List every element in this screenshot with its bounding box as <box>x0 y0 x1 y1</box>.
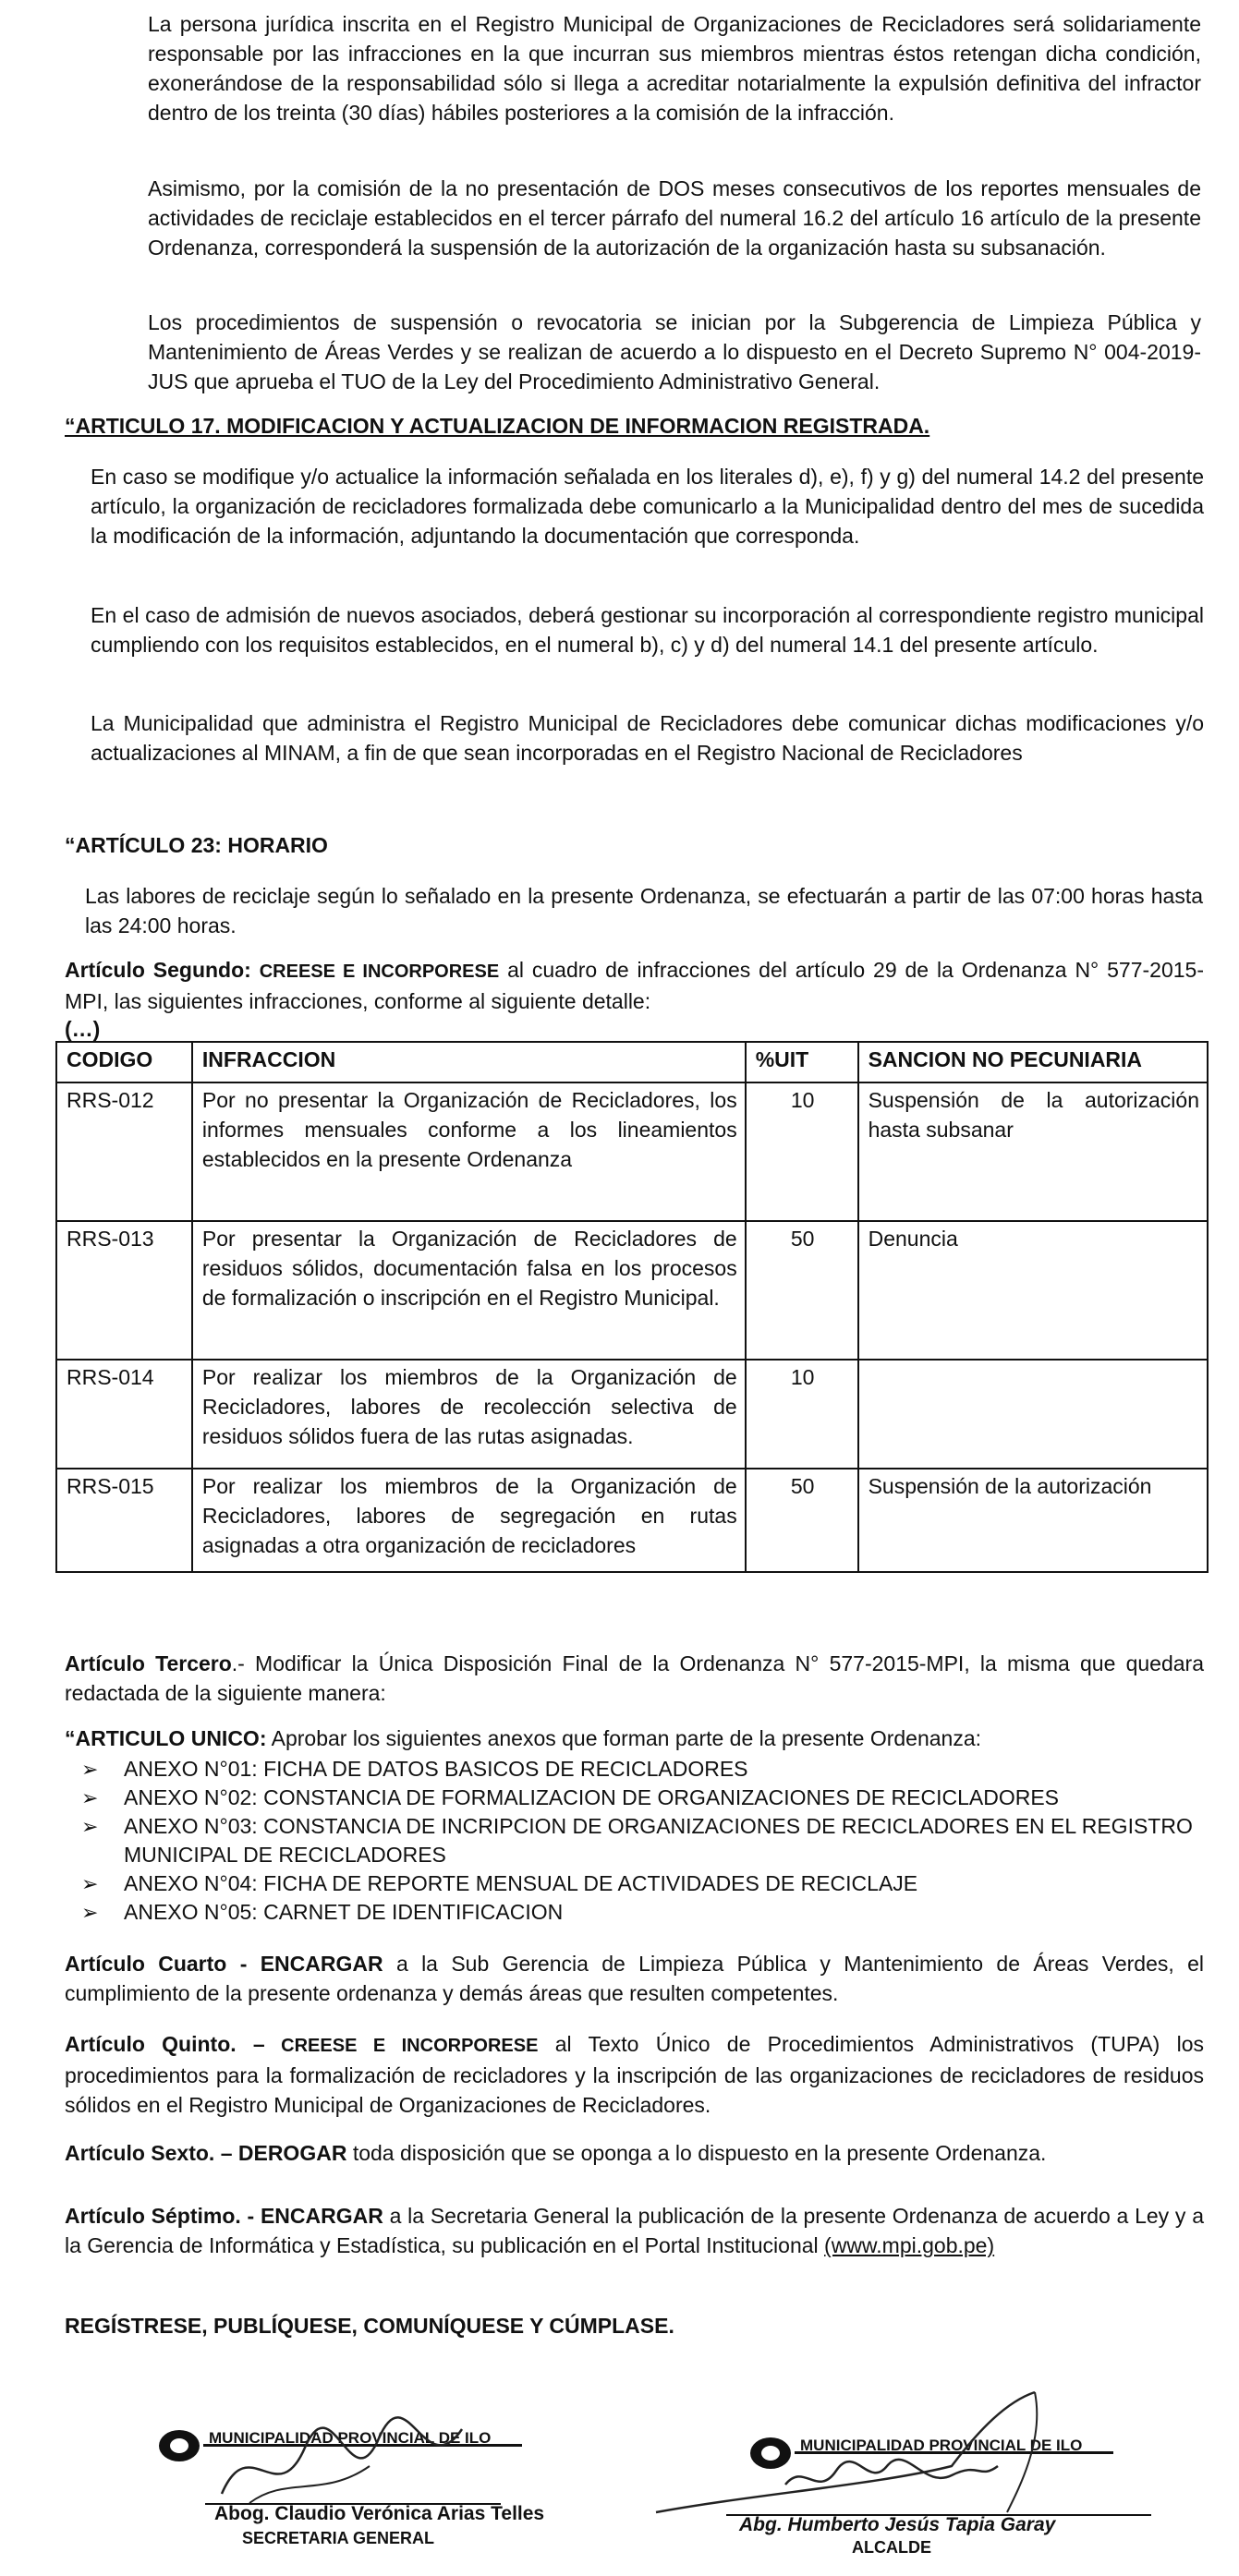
table-header-row <box>56 1042 1208 1082</box>
header-sancion: SANCION NO PECUNIARIA <box>858 1042 1208 1082</box>
signer-role-right: ALCALDE <box>852 2538 931 2557</box>
article-tercero-text: .- Modificar la Única Disposición Final de la Ordenanza N° 577-2015-MPI, la misma que quedara redactada de la siguiente manera: <box>65 1651 1204 1705</box>
article-quinto <box>65 2029 1204 2120</box>
list-item: ➢ ANEXO N°02: CONSTANCIA DE FORMALIZACION DE ORGANIZACIONES DE RECICLADORES <box>65 1784 1201 1812</box>
article-unico-text: Aprobar los siguientes anexos que forman parte de la presente Ordenanza: <box>266 1726 982 1750</box>
closing-formula: REGÍSTRESE, PUBLÍQUESE, COMUNÍQUESE Y CÚMPLASE. <box>65 2314 674 2338</box>
article-cuarto-label: Artículo Cuarto - ENCARGAR <box>65 1952 383 1976</box>
article-septimo <box>65 2201 1204 2260</box>
table-row <box>56 1082 1208 1221</box>
paragraph-suspension: Asimismo, por la comisión de la no presentación de DOS meses consecutivos de los reportes mensuales de actividades de reciclaje establecidos en el tercer párrafo del numeral 16.2 del artículo 16 artículo de la presente Ordenanza, corresponderá la suspensión de la autorización de la organización hasta su subsanación. <box>148 176 1201 260</box>
header-infraccion: INFRACCION <box>192 1042 746 1082</box>
cell-uit: 10 <box>746 1082 858 1221</box>
article-quinto-text: al Texto Único de Procedimientos Administrativos (TUPA) los procedimientos para la formalización de recicladores y la inscripción de las organizaciones de recicladores de residuos sólidos en el Registro Municipal de Organizaciones de Recicladores. <box>65 2032 1204 2117</box>
list-item: ➢ ANEXO N°05: CARNET DE IDENTIFICACION <box>65 1898 1201 1927</box>
cell-uit: 50 <box>746 1221 858 1360</box>
article-segundo-colon: : <box>244 958 251 982</box>
header-uit: %UIT <box>746 1042 858 1082</box>
cell-code: RRS-015 <box>56 1469 192 1572</box>
article-unico <box>65 1723 1204 1753</box>
signature-right <box>647 2374 1127 2531</box>
table-row <box>56 1469 1208 1572</box>
article-segundo-text: al cuadro de infracciones del artículo 29 de la Ordenanza N° 577-2015-MPI, las siguientes infracciones, conforme al siguiente detalle: <box>65 958 1204 1013</box>
article-tercero <box>65 1649 1204 1708</box>
paragraph-art17-minam: La Municipalidad que administra el Registro Municipal de Recicladores debe comunicar dichas modificaciones y/o actualizaciones al MINAM, a fin de que sean incorporadas en el Registro Nacional de Recicladores <box>91 711 1204 765</box>
cell-infraccion: Por realizar los miembros de la Organización de Recicladores, labores de recolección selectiva de residuos sólidos fuera de las rutas asignadas. <box>192 1360 746 1469</box>
signer-role-left: SECRETARIA GENERAL <box>242 2529 435 2547</box>
seal-text-left: MUNICIPALIDAD PROVINCIAL DE ILO <box>209 2429 492 2447</box>
article-tercero-label: Artículo Tercero <box>65 1651 232 1675</box>
article-23-title: “ARTÍCULO 23: HORARIO <box>65 833 328 857</box>
cell-infraccion: Por no presentar la Organización de Recicladores, los informes mensuales conforme a los lineamientos establecidos en la presente Ordenanza <box>192 1082 746 1221</box>
cell-infraccion: Por presentar la Organización de Recicladores de residuos sólidos, documentación falsa en los procesos de formalización o inscripción en el Registro Municipal. <box>192 1221 746 1360</box>
signer-name-right: Abg. Humberto Jesús Tapia Garay <box>739 2514 1056 2535</box>
cell-infraccion: Por realizar los miembros de la Organización de Recicladores, labores de segregación en rutas asignadas a otra organización de recicladores <box>192 1469 746 1572</box>
cell-sancion: Suspensión de la autorización <box>858 1469 1208 1572</box>
article-cuarto-text: a la Sub Gerencia de Limpieza Pública y Mantenimiento de Áreas Verdes, el cumplimiento de la presente ordenanza y demás áreas que resulten competentes. <box>65 1952 1204 2005</box>
article-sexto-text: toda disposición que se oponga a lo dispuesto en la presente Ordenanza. <box>346 2141 1047 2165</box>
article-unico-label: “ARTICULO UNICO: <box>65 1726 267 1750</box>
list-item: ➢ ANEXO N°03: CONSTANCIA DE INCRIPCION DE ORGANIZACIONES DE RECICLADORES EN EL REGISTRO MUNICIPAL DE RECICLADORES <box>65 1812 1201 1869</box>
signer-name-left: Abog. Claudio Verónica Arias Telles <box>214 2503 545 2524</box>
paragraph-art17-asociados: En el caso de admisión de nuevos asociados, deberá gestionar su incorporación al correspondiente registro municipal cumpliendo con los requisitos establecidos, en el numeral b), c) y d) del numeral 14.1 del presente artículo. <box>91 603 1204 657</box>
cell-code: RRS-013 <box>56 1221 192 1360</box>
ellipsis-marker: (…) <box>65 1017 101 1041</box>
infractions-table <box>55 1041 1209 1573</box>
article-quinto-caps: CREESE E INCORPORESE <box>264 2036 539 2056</box>
article-segundo-caps: CREESE E INCORPORESE <box>259 961 500 982</box>
article-cuarto <box>65 1949 1204 2008</box>
list-item: ➢ ANEXO N°04: FICHA DE REPORTE MENSUAL DE ACTIVIDADES DE RECICLAJE <box>65 1869 1201 1898</box>
paragraph-art23-horario: Las labores de reciclaje según lo señalado en la presente Ordenanza, se efectuarán a partir de las 07:00 horas hasta las 24:00 horas. <box>85 884 1203 937</box>
paragraph-procedimientos: Los procedimientos de suspensión o revocatoria se inician por la Subgerencia de Limpieza Pública y Mantenimiento de Áreas Verdes y se realizan de acuerdo a lo dispuesto en el Decreto Supremo N° 004-2019-JUS que aprueba el TUO de la Ley del Procedimiento Administrativo General. <box>148 310 1201 393</box>
seal-text-right: MUNICIPALIDAD PROVINCIAL DE ILO <box>800 2437 1083 2454</box>
article-quinto-label: Artículo Quinto. – <box>65 2032 265 2056</box>
cell-code: RRS-014 <box>56 1360 192 1469</box>
header-codigo: CODIGO <box>56 1042 192 1082</box>
table-row <box>56 1360 1208 1469</box>
article-sexto <box>65 2138 1204 2168</box>
article-septimo-text: a la Secretaria General la publicación de la presente Ordenanza de acuerdo a Ley y a la Gerencia de Informática y Estadística, su publicación en el Portal Institucional <box>65 2204 1204 2257</box>
table-row <box>56 1221 1208 1360</box>
paragraph-art17-modificacion: En caso se modifique y/o actualice la información señalada en los literales d), e), f) y g) del numeral 14.2 del presente artículo, la organización de recicladores formalizada debe comunicarlo a la Municipalidad dentro del mes de sucedida la modificación de la información, adjuntando la documentación que corresponda. <box>91 465 1204 548</box>
article-septimo-label: Artículo Séptimo. - ENCARGAR <box>65 2204 383 2228</box>
article-17-title: “ARTICULO 17. MODIFICACION Y ACTUALIZACION DE INFORMACION REGISTRADA. <box>65 414 930 438</box>
article-sexto-label: Artículo Sexto. – DEROGAR <box>65 2141 347 2165</box>
paragraph-responsabilidad: La persona jurídica inscrita en el Registro Municipal de Organizaciones de Recicladores será solidariamente responsable por las infracciones en la que incurran sus miembros mientras éstos retengan dicha condición, exonerándose de la responsabilidad sólo si llega a acreditar notarialmente la expulsión definitiva del infractor dentro de los treinta (30 días) hábiles posteriores a la comisión de la infracción. <box>148 12 1201 125</box>
article-segundo-label: Artículo Segundo <box>65 958 245 982</box>
cell-sancion: Suspensión de la autorización hasta subsanar <box>858 1082 1208 1221</box>
portal-link[interactable]: (www.mpi.gob.pe) <box>824 2233 995 2257</box>
cell-sancion <box>858 1360 1208 1469</box>
cell-code: RRS-012 <box>56 1082 192 1221</box>
cell-uit: 10 <box>746 1360 858 1469</box>
cell-sancion: Denuncia <box>858 1221 1208 1360</box>
cell-uit: 50 <box>746 1469 858 1572</box>
list-item: ➢ ANEXO N°01: FICHA DE DATOS BASICOS DE RECICLADORES <box>65 1755 1201 1784</box>
annex-list <box>65 1755 1201 1927</box>
article-segundo <box>65 955 1204 1016</box>
